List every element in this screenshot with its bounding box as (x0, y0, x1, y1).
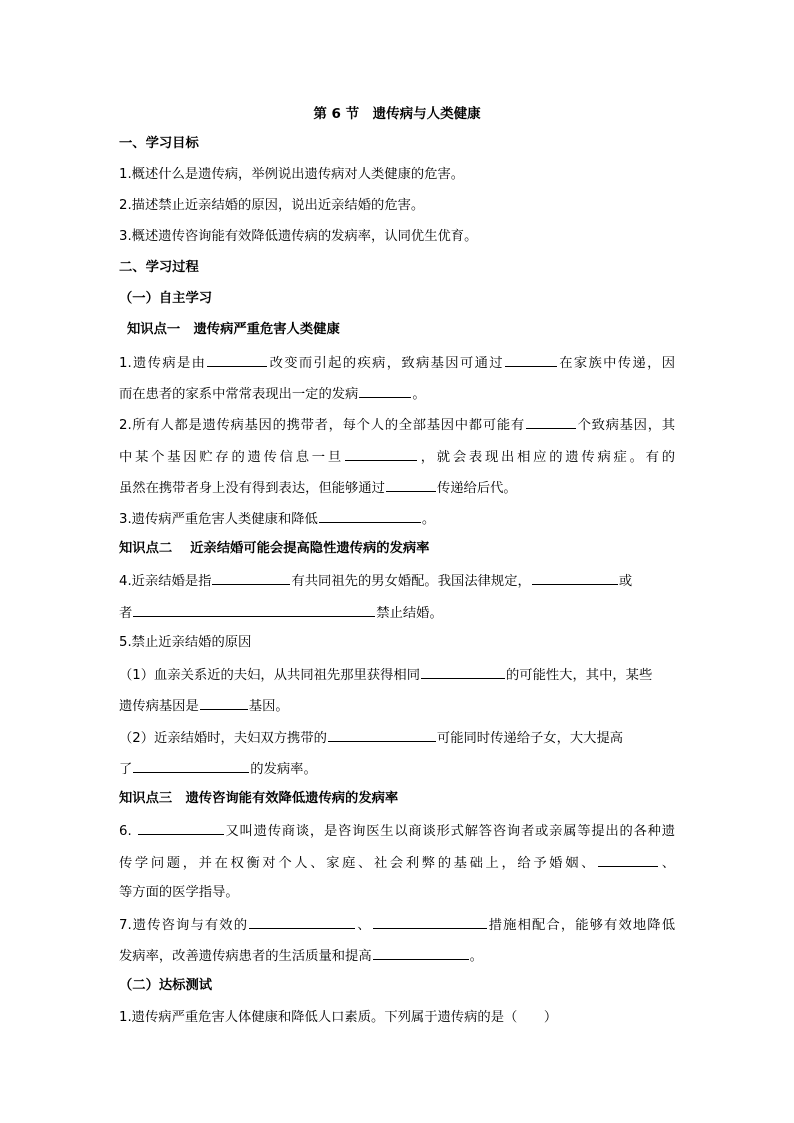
question-1-line-1: 1.遗传病是由 改变而引起的疾病，致病基因可通过 在家族中传递，因 (119, 353, 675, 373)
fill-blank[interactable] (200, 696, 248, 710)
fill-blank[interactable] (505, 353, 557, 367)
heading-assessment: （二）达标测试 (119, 978, 213, 993)
question-2-line-2: 中某个基因贮存的遗传信息一旦 ，就会表现出相应的遗传病症。有的 (119, 447, 675, 467)
question-7-line-2: 发病率，改善遗传病患者的生活质量和提高 。 (119, 946, 483, 966)
question-3: 3.遗传病严重危害人类健康和降低 。 (119, 509, 435, 529)
question-4-line-2: 者 禁止结婚。 (119, 603, 443, 623)
fill-blank[interactable] (319, 509, 421, 523)
question-5-1-line-1: （1）血亲关系近的夫妇，从共同祖先那里获得相同 的可能性大，其中，某些 (119, 665, 652, 685)
knowledge-point-2-heading: 知识点二 近亲结婚可能会提高隐性遗传病的发病率 (119, 541, 430, 556)
fill-blank[interactable] (207, 353, 267, 367)
fill-blank[interactable] (328, 728, 436, 742)
fill-blank[interactable] (133, 759, 249, 773)
knowledge-point-1-heading: 知识点一 遗传病严重危害人类健康 (127, 322, 340, 337)
question-5-2-line-1: （2）近亲结婚时，夫妇双方携带的 可能同时传递给子女，大大提高 (119, 728, 623, 748)
question-5-2-line-2: 了 的发病率。 (119, 759, 317, 779)
fill-blank[interactable] (133, 603, 375, 617)
question-1-line-2: 而在患者的家系中常常表现出一定的发病 。 (119, 384, 426, 404)
goal-3: 3.概述遗传咨询能有效降低遗传病的发病率，认同优生优育。 (119, 229, 478, 244)
page-title: 第 6 节 遗传病与人类健康 (313, 106, 481, 122)
question-2-line-3: 虽然在携带者身上没有得到表达，但能够通过 传递给后代。 (119, 478, 517, 498)
fill-blank[interactable] (373, 946, 469, 960)
fill-blank[interactable] (249, 915, 355, 929)
fill-blank[interactable] (421, 665, 505, 679)
fill-blank[interactable] (212, 571, 290, 585)
question-6-line-1: 6. 又叫遗传商谈，是咨询医生以商谈形式解答咨询者或亲属等提出的各种遗 (119, 821, 675, 841)
knowledge-point-3-heading: 知识点三 遗传咨询能有效降低遗传病的发病率 (119, 791, 399, 806)
fill-blank[interactable] (386, 478, 436, 492)
heading-self-study: （一）自主学习 (119, 291, 213, 306)
fill-blank[interactable] (345, 447, 417, 461)
test-question-1: 1.遗传病严重危害人体健康和降低人口素质。下列属于遗传病的是（ ） (119, 1010, 558, 1025)
fill-blank[interactable] (532, 571, 618, 585)
fill-blank[interactable] (359, 384, 411, 398)
heading-learning-process: 二、学习过程 (119, 260, 199, 275)
fill-blank[interactable] (373, 915, 487, 929)
question-6-line-2: 传学问题，并在权衡对个人、家庭、社会利弊的基础上，给予婚姻、 、 (119, 853, 675, 873)
goal-2: 2.描述禁止近亲结婚的原因，说出近亲结婚的危害。 (119, 198, 425, 213)
question-7-line-1: 7.遗传咨询与有效的 、 措施相配合，能够有效地降低 (119, 915, 675, 935)
fill-blank[interactable] (138, 821, 224, 835)
fill-blank[interactable] (526, 415, 576, 429)
question-6-line-3: 等方面的医学指导。 (119, 885, 239, 900)
question-5-1-line-2: 遗传病基因是 基因。 (119, 696, 289, 716)
question-4-line-1: 4.近亲结婚是指 有共同祖先的男女婚配。我国法律规定， 或 (119, 571, 632, 591)
heading-learning-goals: 一、学习目标 (119, 136, 199, 151)
question-2-line-1: 2.所有人都是遗传病基因的携带者，每个人的全部基因中都可能有 个致病基因，其 (119, 415, 675, 435)
goal-1: 1.概述什么是遗传病，举例说出遗传病对人类健康的危害。 (119, 167, 465, 182)
fill-blank[interactable] (598, 853, 658, 867)
question-5-heading: 5.禁止近亲结婚的原因 (119, 635, 252, 650)
